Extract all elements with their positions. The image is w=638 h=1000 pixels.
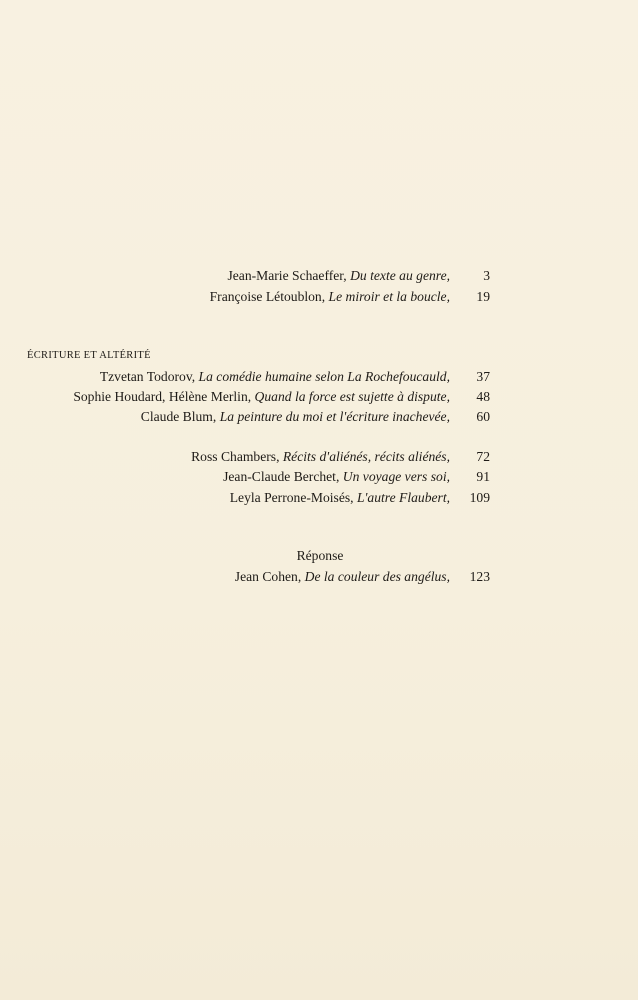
toc-page-number: 72 bbox=[476, 449, 490, 464]
toc-page-number: 48 bbox=[476, 389, 490, 404]
toc-entry bbox=[0, 447, 638, 467]
toc-entry-text bbox=[210, 287, 450, 307]
toc-entry-text bbox=[100, 367, 450, 387]
toc-entry bbox=[0, 407, 638, 427]
toc-entry-text bbox=[230, 488, 450, 508]
toc-entry bbox=[0, 266, 638, 286]
toc-entry bbox=[0, 287, 638, 307]
toc-title: Quand la force est sujette à dispute, bbox=[254, 389, 450, 404]
section-heading-reponse-text: Réponse bbox=[296, 548, 344, 563]
toc-entry bbox=[0, 367, 638, 387]
toc-title: De la couleur des angélus, bbox=[304, 569, 450, 584]
toc-title: Du texte au genre, bbox=[350, 268, 450, 283]
toc-entry-text bbox=[191, 447, 450, 467]
toc-entry-text bbox=[223, 467, 450, 487]
toc-page-number: 91 bbox=[476, 469, 490, 484]
toc-entry-text bbox=[73, 387, 450, 407]
section-heading-ecriture: ÉCRITURE ET ALTÉRITÉ bbox=[27, 350, 151, 361]
toc-entry bbox=[0, 467, 638, 487]
toc-entry-text bbox=[227, 266, 450, 286]
toc-author: Claude Blum, bbox=[140, 409, 217, 424]
toc-entry-text bbox=[141, 407, 450, 427]
toc-entry-text bbox=[235, 567, 450, 587]
toc-author: Jean-Marie Schaeffer, bbox=[227, 268, 347, 283]
toc-author: Françoise Létoublon, bbox=[209, 289, 326, 304]
toc-title: Récits d'aliénés, récits aliénés, bbox=[282, 449, 450, 464]
toc-author: Sophie Houdard, Hélène Merlin, bbox=[73, 389, 252, 404]
toc-author: Ross Chambers, bbox=[191, 449, 280, 464]
toc-page-number: 3 bbox=[483, 268, 490, 283]
toc-page-number: 60 bbox=[476, 409, 490, 424]
toc-title: La peinture du moi et l'écriture inachevée, bbox=[219, 409, 450, 424]
toc-entry bbox=[0, 387, 638, 407]
toc-title: L'autre Flaubert, bbox=[356, 490, 450, 505]
toc-page-number: 123 bbox=[469, 569, 490, 584]
toc-author: Jean-Claude Berchet, bbox=[223, 469, 340, 484]
toc-entry bbox=[0, 567, 638, 587]
toc-page-number: 109 bbox=[469, 490, 490, 505]
section-heading-reponse-row bbox=[0, 546, 638, 566]
toc-page-number: 37 bbox=[476, 369, 490, 384]
toc-page-number: 19 bbox=[476, 289, 490, 304]
toc-title: Un voyage vers soi, bbox=[342, 469, 450, 484]
toc-author: Tzvetan Todorov, bbox=[99, 369, 196, 384]
toc-author: Jean Cohen, bbox=[234, 569, 302, 584]
toc-title: Le miroir et la boucle, bbox=[328, 289, 450, 304]
toc-author: Leyla Perrone-Moisés, bbox=[229, 490, 354, 505]
toc-title: La comédie humaine selon La Rochefoucauld, bbox=[198, 369, 450, 384]
toc-entry bbox=[0, 488, 638, 508]
